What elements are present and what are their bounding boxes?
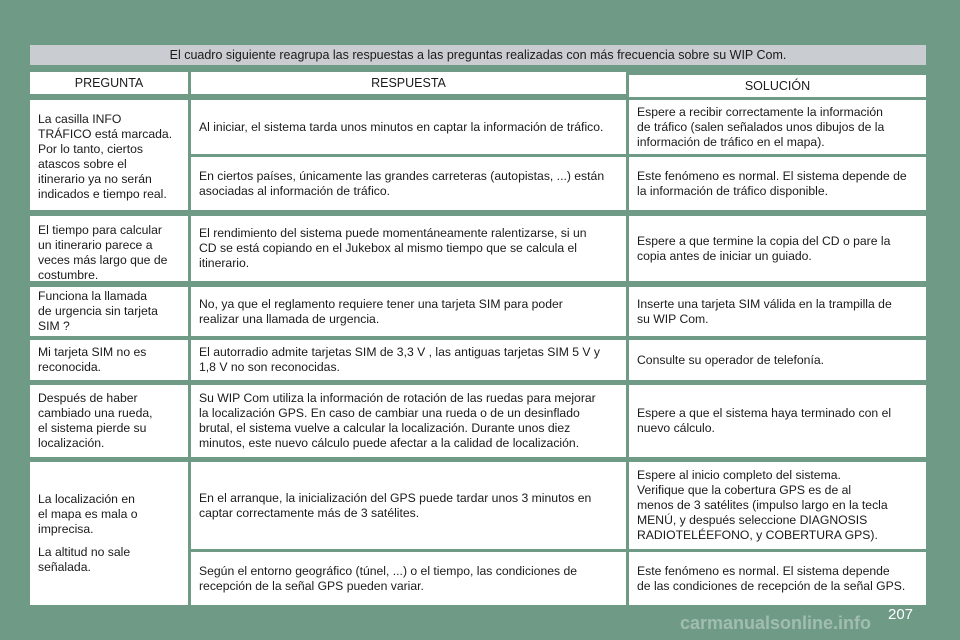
row1-answer1: Al iniciar, el sistema tarda unos minutos en captar la información de tráfico. bbox=[191, 100, 626, 154]
row3-answer: No, ya que el reglamento requiere tener una tarjeta SIM para poder realizar una llamada de urgencia. bbox=[191, 287, 626, 336]
row6-question-part1: La localización en el mapa es mala o imprecisa. bbox=[38, 492, 138, 536]
row6-question bbox=[30, 462, 188, 605]
row3-question: Funciona la llamada de urgencia sin tarjeta SIM ? bbox=[30, 287, 188, 336]
row5-answer: Su WIP Com utiliza la información de rotación de las ruedas para mejorar la localización GPS. En caso de cambiar una rueda o de un desinflado brutal, el sistema vuelve a calcular la localización. Durante unos diez minutos, este nuevo cálculo puede afectar a la calidad de localización. bbox=[191, 385, 626, 457]
row6-answer2: Según el entorno geográfico (túnel, ...) o el tiempo, las condiciones de recepción de la señal GPS pueden variar. bbox=[191, 552, 626, 605]
intro-banner: El cuadro siguiente reagrupa las respuestas a las preguntas realizadas con más frecuencia sobre su WIP Com. bbox=[30, 45, 926, 65]
header-question: PREGUNTA bbox=[30, 72, 188, 94]
page-number: 207 bbox=[888, 606, 914, 623]
row6-question-part2: La altitud no sale señalada. bbox=[38, 545, 131, 574]
row5-question: Después de haber cambiado una rueda, el sistema pierde su localización. bbox=[30, 385, 188, 457]
header-solution: SOLUCIÓN bbox=[629, 75, 926, 97]
row6-answer1: En el arranque, la inicialización del GPS puede tardar unos 3 minutos en captar correctamente más de 3 satélites. bbox=[191, 462, 626, 549]
row4-answer: El autorradio admite tarjetas SIM de 3,3 V , las antiguas tarjetas SIM 5 V y 1,8 V no son reconocidas. bbox=[191, 340, 626, 380]
row6-solution1: Espere al inicio completo del sistema. Verifique que la cobertura GPS es de al menos de 3 satélites (impulso largo en la tecla MENÚ, y después seleccione DIAGNOSIS RADIOTELÉEFONO, y COBERTURA GPS). bbox=[629, 462, 926, 549]
row2-question: El tiempo para calcular un itinerario parece a veces más largo que de costumbre. bbox=[30, 216, 188, 281]
row1-solution1: Espere a recibir correctamente la información de tráfico (salen señalados unos dibujos de la información de tráfico en el mapa). bbox=[629, 100, 926, 154]
row4-solution: Consulte su operador de telefonía. bbox=[629, 340, 926, 380]
row1-question: La casilla INFO TRÁFICO está marcada. Por lo tanto, ciertos atascos sobre el itinerario ya no serán indicados e tiempo real. bbox=[30, 100, 188, 210]
row6-solution2: Este fenómeno es normal. El sistema depende de las condiciones de recepción de la señal GPS. bbox=[629, 552, 926, 605]
row3-solution: Inserte una tarjeta SIM válida en la trampilla de su WIP Com. bbox=[629, 287, 926, 336]
row2-solution: Espere a que termine la copia del CD o pare la copia antes de iniciar un guiado. bbox=[629, 216, 926, 281]
row1-answer2: En ciertos países, únicamente las grandes carreteras (autopistas, ...) están asociadas al información de tráfico. bbox=[191, 157, 626, 210]
header-answer: RESPUESTA bbox=[191, 72, 626, 94]
row1-solution2: Este fenómeno es normal. El sistema depende de la información de tráfico disponible. bbox=[629, 157, 926, 210]
row2-answer: El rendimiento del sistema puede momentáneamente ralentizarse, si un CD se está copiando en el Jukebox al mismo tiempo que se calcula el itinerario. bbox=[191, 216, 626, 281]
row5-solution: Espere a que el sistema haya terminado con el nuevo cálculo. bbox=[629, 385, 926, 457]
watermark: carmanualsonline.info bbox=[680, 613, 872, 633]
row4-question: Mi tarjeta SIM no es reconocida. bbox=[30, 340, 188, 380]
